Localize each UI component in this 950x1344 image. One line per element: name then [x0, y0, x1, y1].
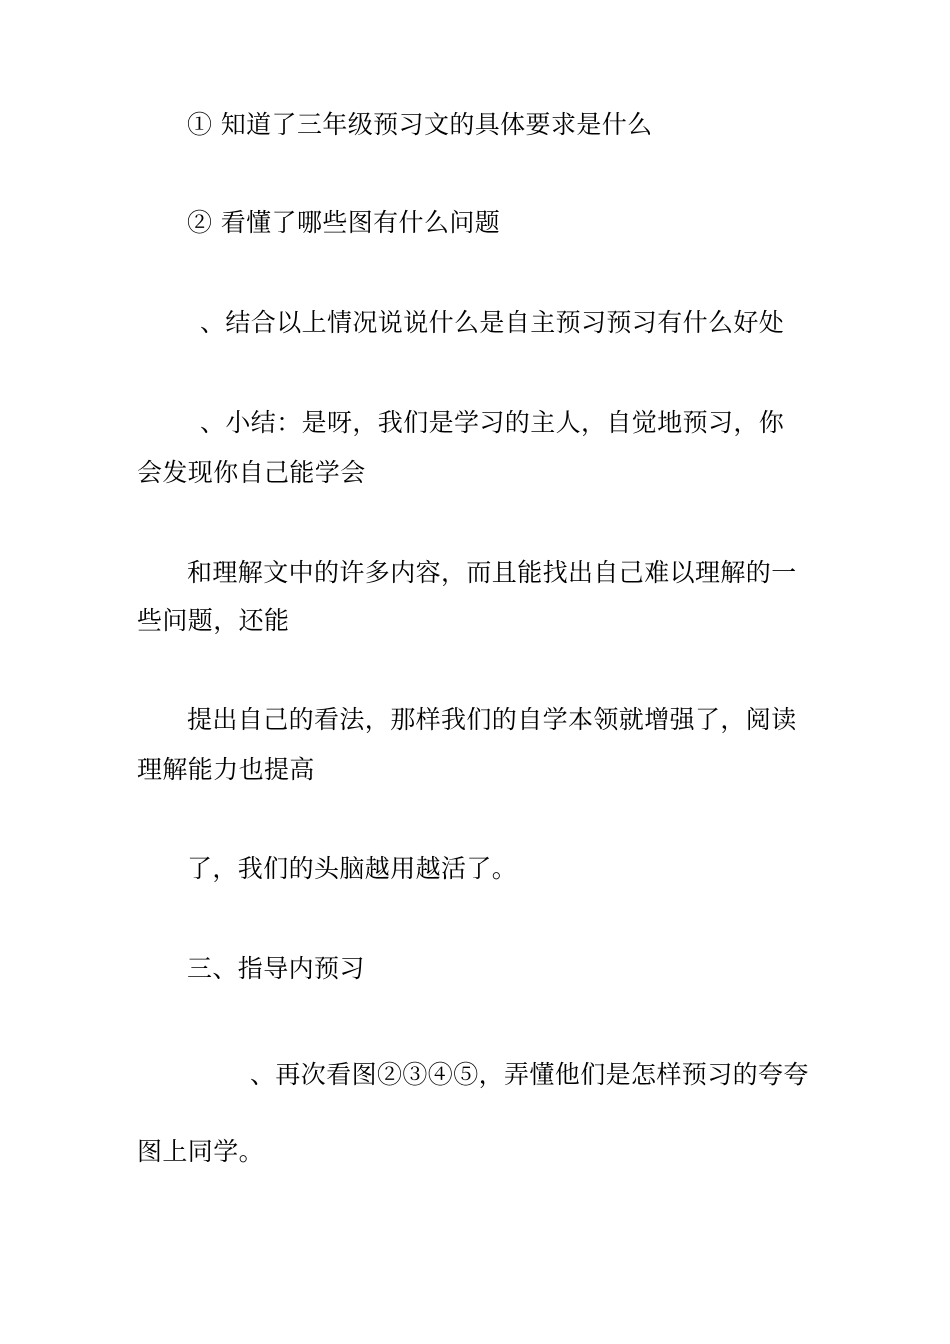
- text-line: 和理解文中的许多内容，而且能找出自己难以理解的一: [187, 558, 797, 587]
- text-line: 会发现你自己能学会: [137, 458, 366, 487]
- text-line: 些问题，还能: [137, 606, 290, 635]
- text-line: 提出自己的看法，那样我们的自学本领就增强了，阅读: [187, 705, 797, 734]
- text-line: 、小结：是呀，我们是学习的主人，自觉地预习，你: [200, 408, 785, 437]
- text-line: ① 知道了三年级预习文的具体要求是什么: [187, 110, 653, 139]
- text-line: 图上同学。: [137, 1137, 265, 1166]
- text-line: 了，我们的头脑越用越活了。: [187, 854, 518, 883]
- section-heading: 三、指导内预习: [187, 954, 365, 983]
- text-line: 、再次看图②③④⑤，弄懂他们是怎样预习的夸夸: [250, 1060, 809, 1089]
- text-line: 理解能力也提高: [137, 755, 315, 784]
- text-line: ② 看懂了哪些图有什么问题: [187, 208, 501, 237]
- text-line: 、结合以上情况说说什么是自主预习预习有什么好处: [200, 308, 785, 337]
